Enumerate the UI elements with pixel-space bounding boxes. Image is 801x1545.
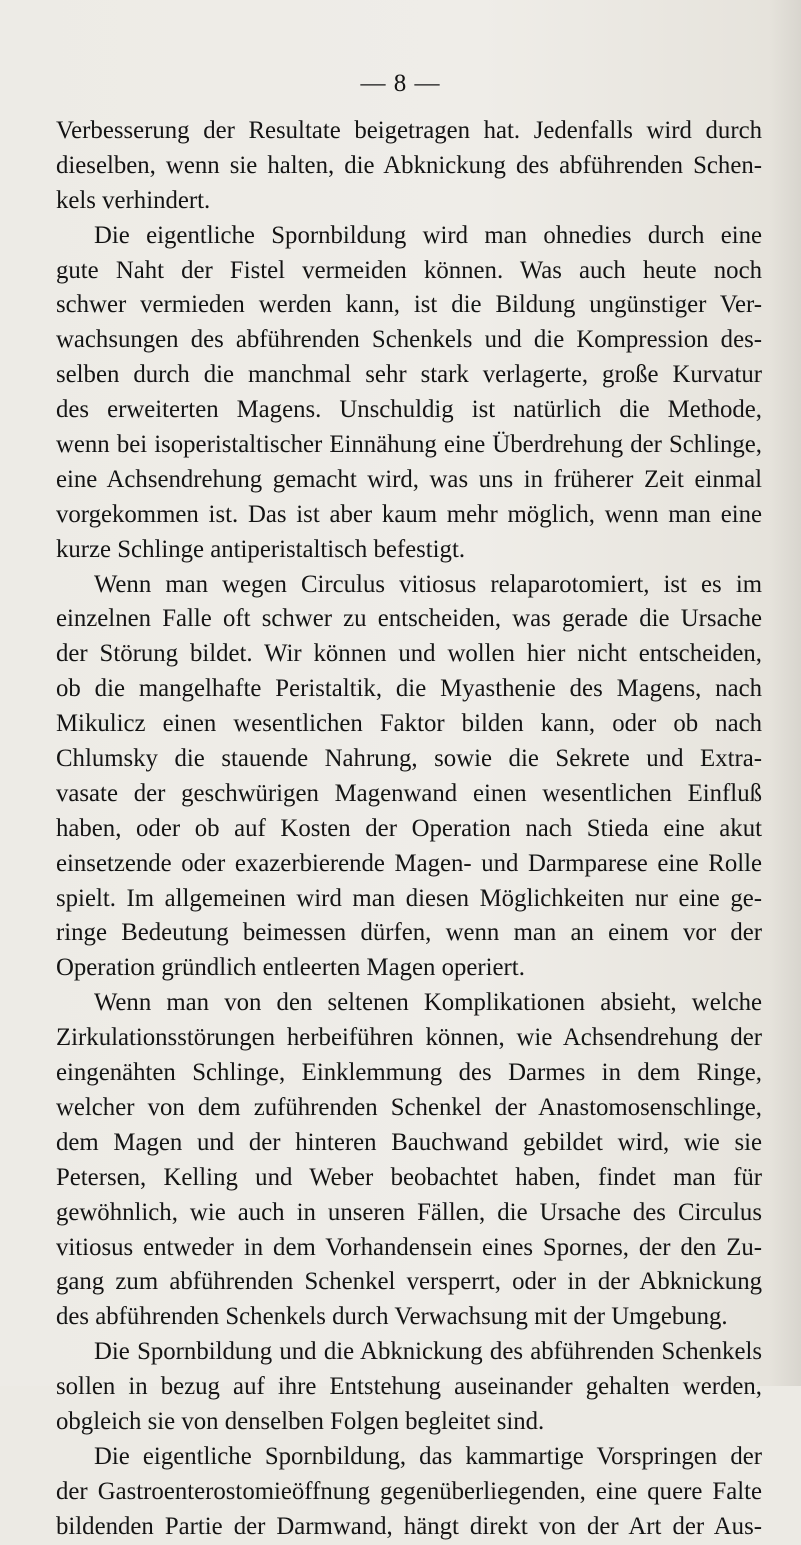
text-line: ringe Bedeutung beimessen dürfen, wenn man an einem vor der: [56, 919, 762, 947]
text-line: eingenähten Schlinge, Einklemmung des Darmes in dem Ringe,: [56, 1059, 762, 1087]
text-line: Chlumsky die stauende Nahrung, sowie die Sekrete und Extra-: [56, 745, 762, 773]
text-line: vasate der geschwürigen Magenwand einen wesentlichen Einfluß: [56, 779, 762, 807]
text-line: der Störung bildet. Wir können und wollen hier nicht entscheiden,: [56, 640, 762, 668]
text-line: dem Magen und der hinteren Bauchwand gebildet wird, wie sie: [56, 1128, 762, 1156]
text-line: des abführenden Schenkels durch Verwachsung mit der Umgebung.: [56, 1303, 728, 1331]
text-line: Die eigentliche Spornbildung wird man ohnedies durch eine: [94, 221, 762, 249]
text-line: der Gastroenterostomieöffnung gegenüberliegenden, eine quere Falte: [56, 1477, 762, 1505]
text-line: selben durch die manchmal sehr stark verlagerte, große Kurvatur: [56, 361, 762, 389]
paragraph: [56, 114, 762, 219]
text-line: gute Naht der Fistel vermeiden können. Was auch heute noch: [56, 256, 762, 284]
text-line: einzelnen Falle oft schwer zu entscheiden, was gerade die Ursache: [56, 605, 762, 633]
text-line: sollen in bezug auf ihre Entstehung auseinander gehalten werden,: [56, 1373, 762, 1401]
text-line: kels verhindert.: [56, 186, 211, 214]
text-line: eine Achsendrehung gemacht wird, was uns in früherer Zeit einmal: [56, 465, 762, 493]
text-line: Mikulicz einen wesentlichen Faktor bilden kann, oder ob nach: [56, 710, 762, 738]
text-line: vorgekommen ist. Das ist aber kaum mehr möglich, wenn man eine: [56, 500, 762, 528]
text-line: Petersen, Kelling und Weber beobachtet haben, findet man für: [56, 1163, 762, 1191]
text-line: Wenn man wegen Circulus vitiosus relaparotomiert, ist es im: [94, 570, 762, 598]
paragraph: [56, 219, 762, 568]
text-line: spielt. Im allgemeinen wird man diesen Möglichkeiten nur eine ge-: [56, 884, 762, 912]
text-line: bildenden Partie der Darmwand, hängt direkt von der Art der Aus-: [56, 1512, 762, 1540]
paragraph: [56, 1335, 762, 1440]
paragraph: [56, 568, 762, 987]
text-line: Wenn man von den seltenen Komplikationen absieht, welche: [94, 989, 762, 1017]
text-line: vitiosus entweder in dem Vorhandensein eines Spornes, der den Zu-: [56, 1233, 762, 1261]
text-line: Die Spornbildung und die Abknickung des abführenden Schenkels: [94, 1338, 762, 1366]
text-line: Zirkulationsstörungen herbeiführen können, wie Achsendrehung der: [56, 1024, 762, 1052]
text-line: Operation gründlich entleerten Magen operiert.: [56, 954, 525, 982]
text-line: schwer vermieden werden kann, ist die Bildung ungünstiger Ver-: [56, 291, 762, 319]
text-line: einsetzende oder exazerbierende Magen- und Darmparese eine Rolle: [56, 849, 762, 877]
text-line: gang zum abführenden Schenkel versperrt, oder in der Abknickung: [56, 1268, 762, 1296]
text-line: dieselben, wenn sie halten, die Abknickung des abführenden Schen-: [56, 151, 762, 179]
text-line: wachsungen des abführenden Schenkels und die Kompression des-: [56, 326, 762, 354]
paragraph: [56, 986, 762, 1335]
text-line: Verbesserung der Resultate beigetragen hat. Jedenfalls wird durch: [56, 117, 762, 144]
text-line: welcher von dem zuführenden Schenkel der Anastomosenschlinge,: [56, 1093, 762, 1121]
text-line: Die eigentliche Spornbildung, das kammartige Vorspringen der: [94, 1442, 762, 1470]
text-line: des erweiterten Magens. Unschuldig ist natürlich die Methode,: [56, 396, 762, 424]
body-text: [56, 114, 762, 1545]
paragraph: [56, 1440, 762, 1545]
text-line: gewöhnlich, wie auch in unseren Fällen, die Ursache des Circulus: [56, 1198, 762, 1226]
text-line: haben, oder ob auf Kosten der Operation nach Stieda eine akut: [56, 814, 762, 842]
page-number: — 8 —: [360, 70, 441, 97]
text-line: wenn bei isoperistaltischer Einnähung eine Überdrehung der Schlinge,: [56, 431, 762, 459]
text-line: ob die mangelhafte Peristaltik, die Myasthenie des Magens, nach: [56, 675, 762, 703]
text-line: kurze Schlinge antiperistaltisch befestigt.: [56, 535, 466, 563]
text-line: obgleich sie von denselben Folgen begleitet sind.: [56, 1407, 545, 1435]
